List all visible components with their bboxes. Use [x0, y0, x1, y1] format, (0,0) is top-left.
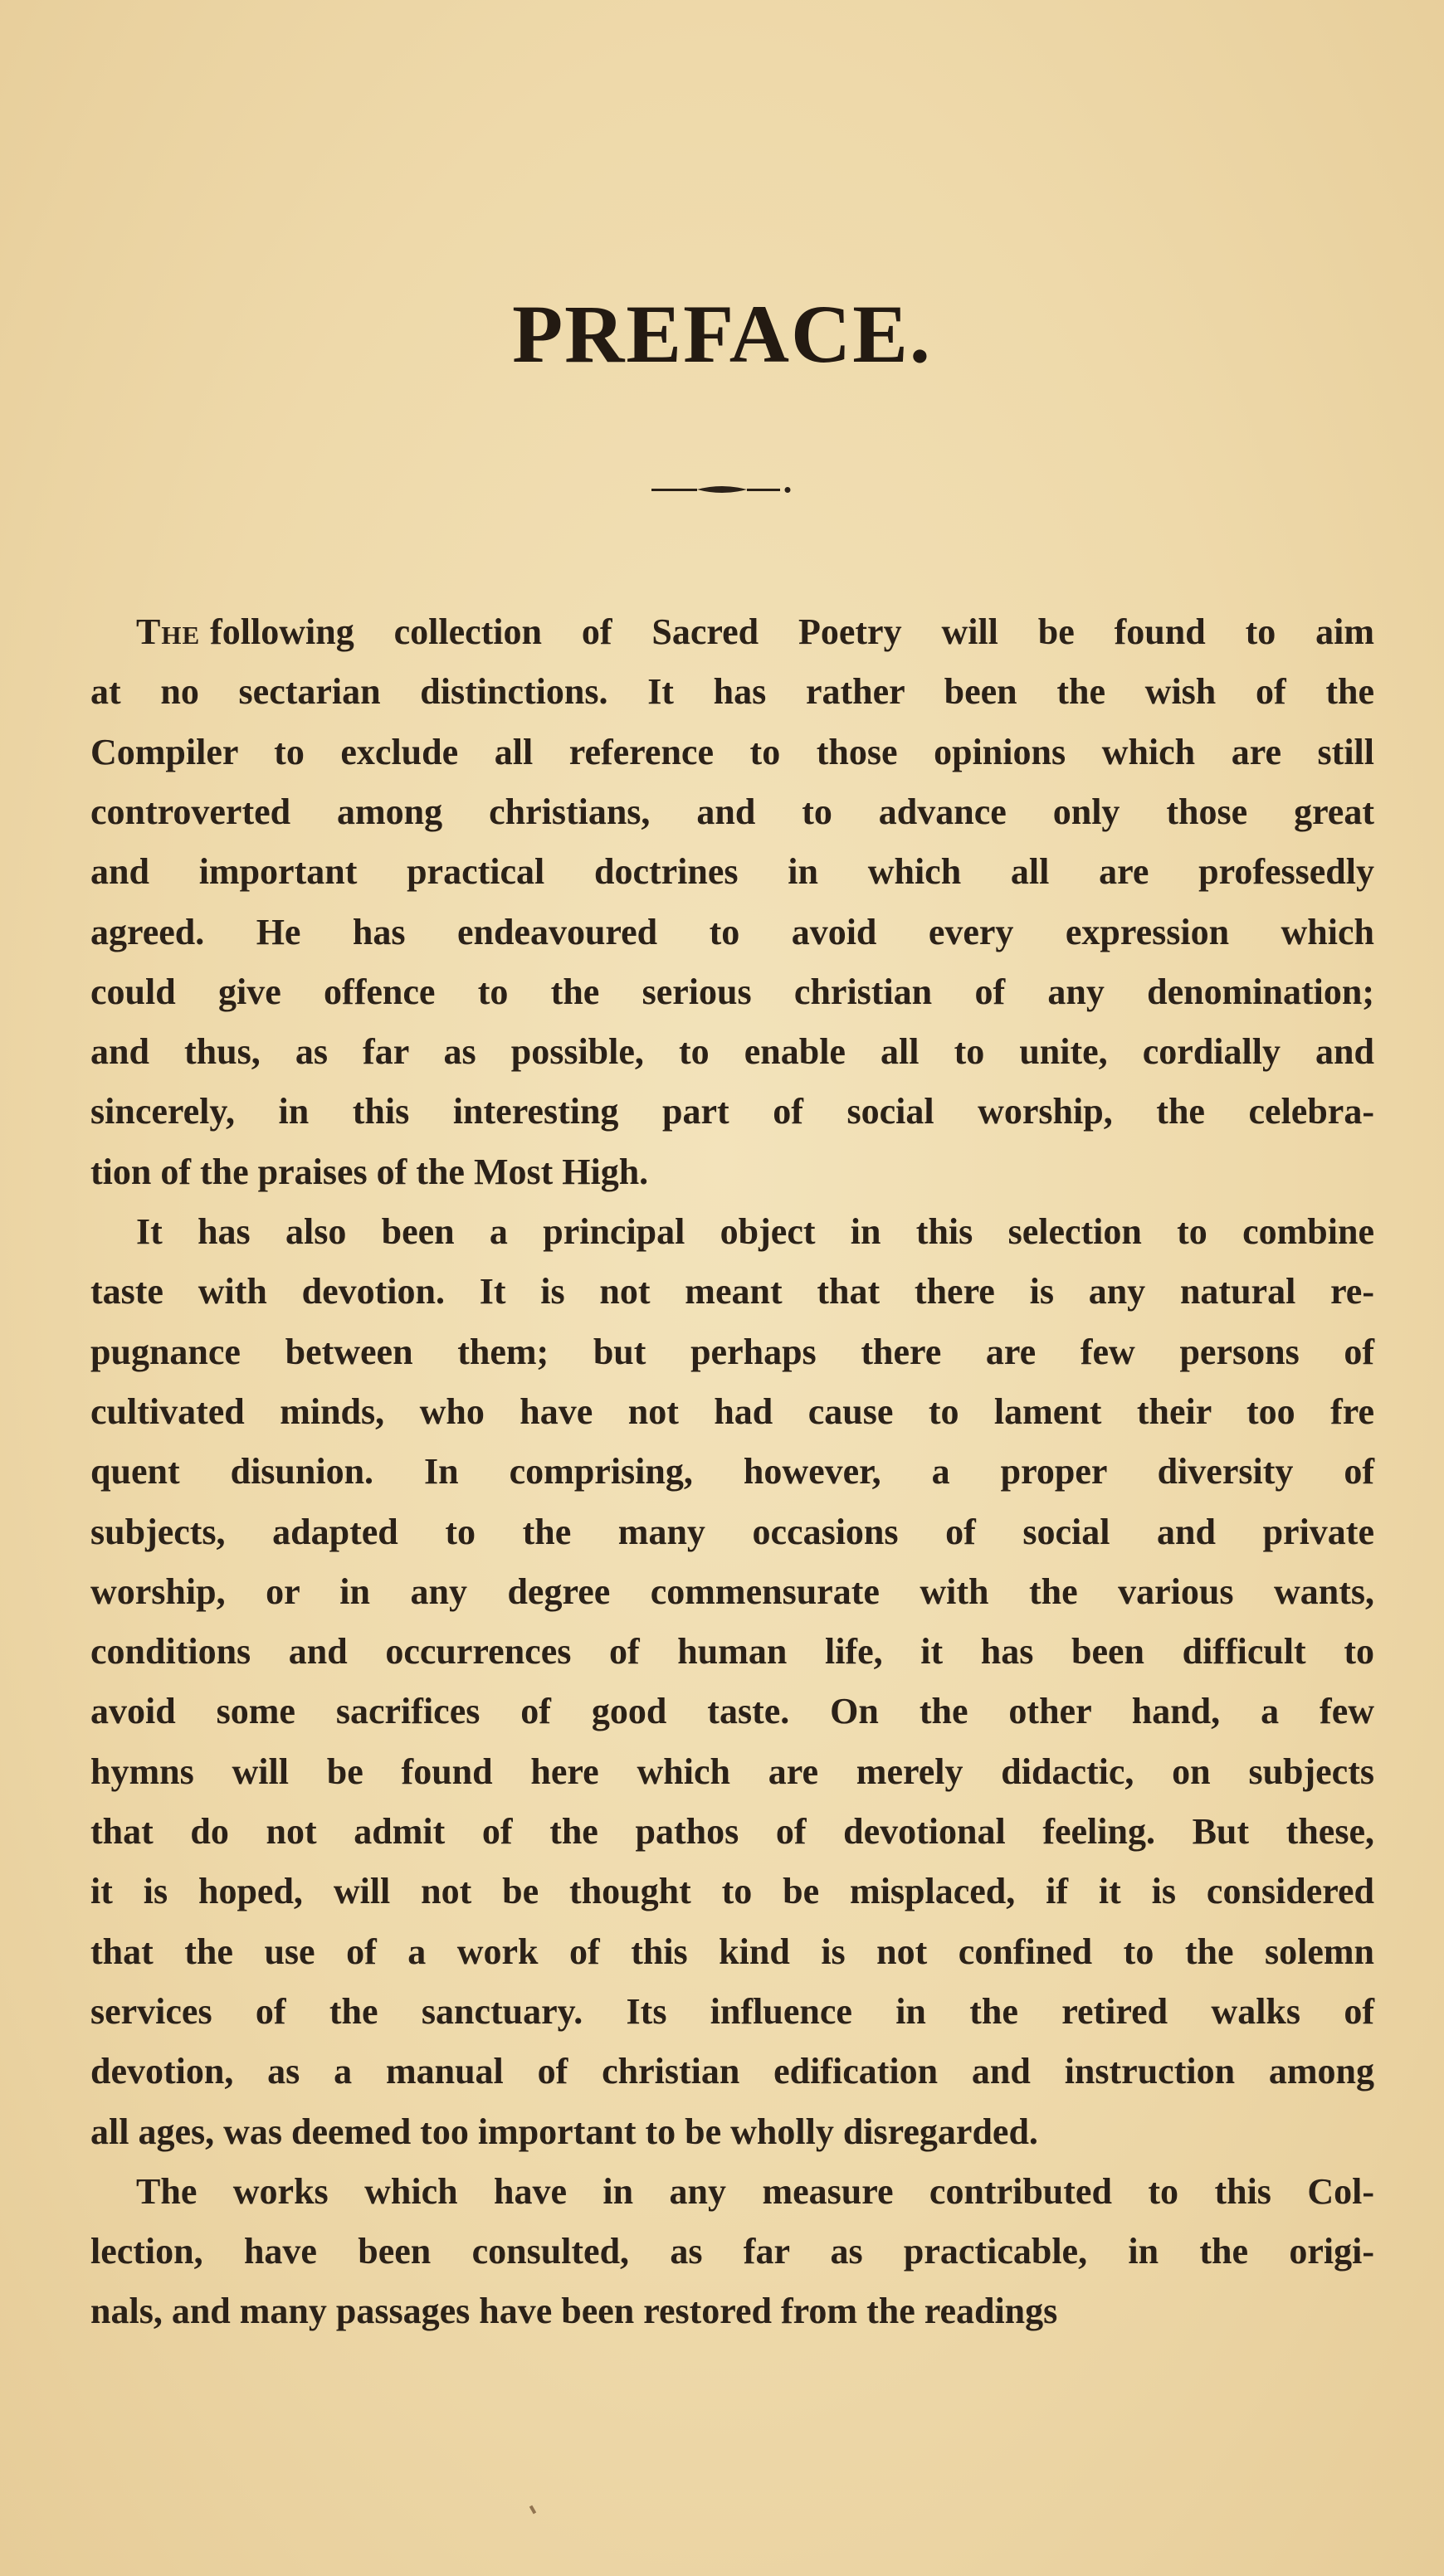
- text-line: [90, 1442, 1374, 1502]
- line-text: following collection of Sacred Poetry will be found to aim: [210, 611, 1374, 652]
- text-line: [90, 1262, 1374, 1322]
- text-line: [90, 1862, 1374, 1921]
- text-line: [90, 842, 1374, 902]
- line-text: pugnance between them; but perhaps there are few persons of: [90, 1331, 1374, 1372]
- line-text: devotion, as a manual of christian edification and instruction among: [90, 2051, 1374, 2092]
- page-title: PREFACE.: [512, 288, 932, 380]
- text-line: [90, 1982, 1374, 2042]
- text-line: [90, 2281, 1374, 2341]
- text-line: [90, 662, 1374, 722]
- line-text: conditions and occurrences of human life, it has been difficult to: [90, 1631, 1374, 1673]
- line-text: at no sectarian distinctions. It has rather been the wish of the: [90, 671, 1374, 713]
- line-text: quent disunion. In comprising, however, a proper diversity of: [90, 1451, 1374, 1493]
- line-text: worship, or in any degree commensurate with the various wants,: [90, 1570, 1374, 1612]
- text-line: [90, 1082, 1374, 1142]
- text-line: [90, 1922, 1374, 1982]
- text-line: [90, 1022, 1374, 1082]
- text-line: [90, 1742, 1374, 1802]
- text-line: [136, 1202, 1374, 1262]
- line-text: agreed. He has endeavoured to avoid every expression which: [90, 911, 1374, 952]
- line-text: services of the sanctuary. Its influence in the retired walks of: [90, 1990, 1374, 2032]
- text-line: [136, 602, 1374, 662]
- paper-speck: [529, 2505, 536, 2515]
- text-line: [90, 962, 1374, 1022]
- line-text: all ages, was deemed too important to be wholly disregarded.: [90, 2111, 1038, 2152]
- text-line: [90, 1142, 1374, 1202]
- line-text: nals, and many passages have been restored from the readings: [90, 2291, 1058, 2332]
- line-text: taste with devotion. It is not meant that there is any natural re-: [90, 1271, 1374, 1312]
- line-text: that do not admit of the pathos of devotional feeling. But these,: [90, 1811, 1374, 1852]
- text-line: [90, 1682, 1374, 1741]
- text-line: [90, 2222, 1374, 2281]
- text-line: [136, 2162, 1374, 2222]
- text-line: [90, 723, 1374, 782]
- text-line: [90, 2042, 1374, 2101]
- line-text: controverted among christians, and to advance only those great: [90, 791, 1374, 832]
- line-text: tion of the praises of the Most High.: [90, 1151, 649, 1192]
- line-text: hymns will be found here which are merely didactic, on subjects: [90, 1751, 1374, 1792]
- ornament-rule-icon: [651, 481, 793, 498]
- line-text: subjects, adapted to the many occasions of social and private: [90, 1511, 1374, 1552]
- line-text: It has also been a principal object in this selection to combine: [136, 1211, 1374, 1252]
- text-line: [90, 2102, 1374, 2162]
- line-text: and important practical doctrines in which all are professedly: [90, 851, 1374, 893]
- line-text: sincerely, in this interesting part of social worship, the celebra-: [90, 1091, 1374, 1132]
- line-text: cultivated minds, who have not had cause to lament their too fre: [90, 1390, 1374, 1432]
- line-text: The works which have in any measure contributed to this Col-: [136, 2170, 1374, 2212]
- line-text: avoid some sacrifices of good taste. On the other hand, a few: [90, 1691, 1374, 1732]
- text-line: [90, 782, 1374, 842]
- text-line: [90, 1622, 1374, 1682]
- line-text: it is hoped, will not be thought to be misplaced, if it is considered: [90, 1871, 1374, 1912]
- text-line: [90, 1802, 1374, 1862]
- text-line: [90, 1562, 1374, 1622]
- line-text: and thus, as far as possible, to enable all to unite, cordially and: [90, 1031, 1374, 1073]
- line-text: that the use of a work of this kind is not confined to the solemn: [90, 1931, 1374, 1972]
- line-text: Compiler to exclude all reference to those opinions which are still: [90, 731, 1374, 772]
- text-line: [90, 1502, 1374, 1562]
- text-line: [90, 903, 1374, 962]
- text-line: [90, 1322, 1374, 1382]
- line-text: could give offence to the serious christian of any denomination;: [90, 971, 1374, 1012]
- line-text: lection, have been consulted, as far as practicable, in the origi-: [90, 2231, 1374, 2272]
- lead-word: The: [136, 611, 201, 652]
- text-line: [90, 1382, 1374, 1442]
